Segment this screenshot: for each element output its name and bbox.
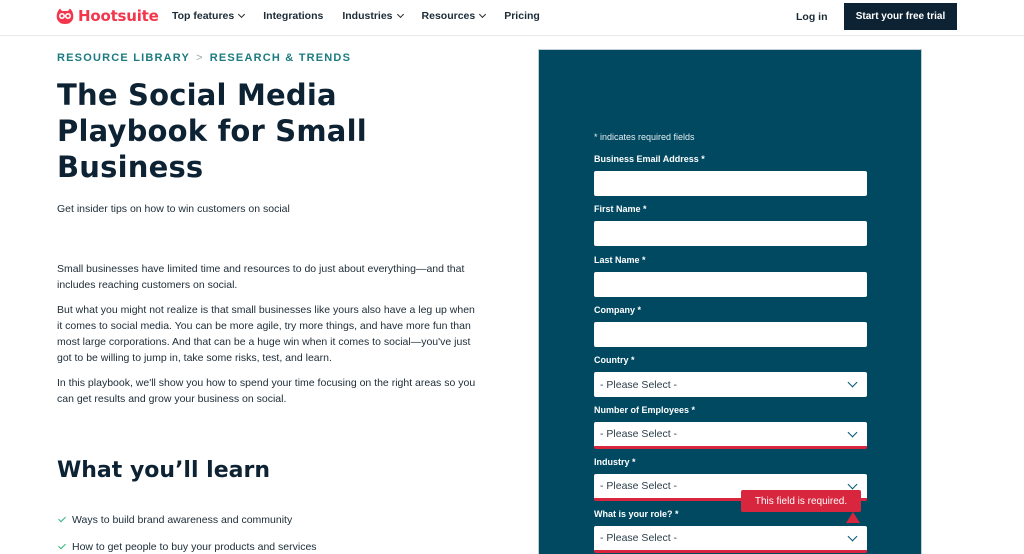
page-title: The Social Media Playbook for Small Business <box>57 78 367 184</box>
business-email-input[interactable] <box>594 171 867 196</box>
nav-item-label: Resources <box>421 10 476 22</box>
industry-label: Industry * <box>594 457 636 467</box>
first-name-field-group <box>594 204 867 246</box>
country-select[interactable] <box>594 372 867 397</box>
list-item-text: Ways to build brand awareness and community <box>72 514 293 526</box>
owl-icon <box>56 8 74 24</box>
field-error-tooltip: This field is required. <box>741 490 861 512</box>
chevron-down-icon <box>848 480 858 490</box>
chevron-down-icon <box>848 428 858 438</box>
required-fields-note: * indicates required fields <box>594 132 695 142</box>
company-label: Company * <box>594 305 642 315</box>
chevron-down-icon <box>238 11 245 18</box>
main-menu <box>172 10 559 22</box>
chevron-down-icon <box>848 378 858 388</box>
chevron-down-icon <box>396 11 403 18</box>
breadcrumb-resource-library[interactable]: RESOURCE LIBRARY <box>57 52 191 64</box>
chevron-down-icon <box>479 11 486 18</box>
select-value: - Please Select - <box>600 480 678 492</box>
page-subtitle: Get insider tips on how to win customers on social <box>57 203 290 215</box>
checkmark-icon <box>58 542 66 550</box>
select-value: - Please Select - <box>600 532 678 544</box>
nav-item-label: Integrations <box>263 10 324 22</box>
download-form-panel <box>538 49 922 554</box>
nav-item-label: Top features <box>172 10 235 22</box>
last-name-input[interactable] <box>594 272 867 297</box>
company-input[interactable] <box>594 322 867 347</box>
list-item <box>57 540 317 554</box>
employees-label: Number of Employees * <box>594 405 696 415</box>
hootsuite-logo[interactable] <box>56 7 159 25</box>
learn-list <box>57 513 317 554</box>
country-label: Country * <box>594 355 635 365</box>
role-field-group <box>594 509 867 553</box>
role-label: What is your role? * <box>594 509 679 519</box>
nav-item-label: Pricing <box>504 10 540 22</box>
list-item-text: How to get people to buy your products and services <box>72 541 317 553</box>
country-field-group <box>594 355 867 397</box>
last-name-field-group <box>594 255 867 297</box>
first-name-input[interactable] <box>594 221 867 246</box>
intro-paragraph: But what you might not realize is that small businesses like yours also have a leg up when it comes to social media. You can be more agile, try more things, and have more fun than most large corporations. And that can be a huge win when it comes to social—you've just got to be willing to jump in, take some risks, test, and learn. <box>57 304 475 364</box>
business-email-label: Business Email Address * <box>594 154 705 164</box>
intro-paragraph: In this playbook, we'll show you how to spend your time focusing on the right areas so you can get results and grow your business on social. <box>57 377 476 405</box>
nav-item-top-features[interactable] <box>172 10 244 22</box>
nav-item-pricing[interactable] <box>504 10 540 22</box>
breadcrumb-separator-icon: > <box>196 52 204 64</box>
intro-body <box>57 261 477 416</box>
top-navigation <box>0 0 1024 36</box>
role-select[interactable] <box>594 526 867 553</box>
nav-item-label: Industries <box>342 10 393 22</box>
employees-field-group <box>594 405 867 449</box>
warning-icon <box>846 512 860 523</box>
first-name-label: First Name * <box>594 204 647 214</box>
login-link[interactable]: Log in <box>796 11 828 23</box>
start-free-trial-button[interactable]: Start your free trial <box>844 3 957 30</box>
select-value: - Please Select - <box>600 428 678 440</box>
breadcrumb <box>57 52 351 64</box>
logo-text: Hootsuite <box>78 7 159 25</box>
nav-item-industries[interactable] <box>342 10 402 22</box>
intro-paragraph: Small businesses have limited time and resources to do just about everything—and that includes reaching customers on social. <box>57 263 465 291</box>
select-value: - Please Select - <box>600 378 678 391</box>
company-field-group <box>594 305 867 347</box>
last-name-label: Last Name * <box>594 255 646 265</box>
breadcrumb-research-trends[interactable]: RESEARCH & TRENDS <box>209 52 352 64</box>
chevron-down-icon <box>848 532 858 542</box>
business-email-field-group <box>594 154 867 196</box>
employees-select[interactable] <box>594 422 867 449</box>
nav-item-resources[interactable] <box>422 10 486 22</box>
list-item <box>57 513 317 527</box>
learn-heading: What you’ll learn <box>57 458 270 483</box>
checkmark-icon <box>58 515 66 523</box>
nav-item-integrations[interactable] <box>263 10 323 22</box>
